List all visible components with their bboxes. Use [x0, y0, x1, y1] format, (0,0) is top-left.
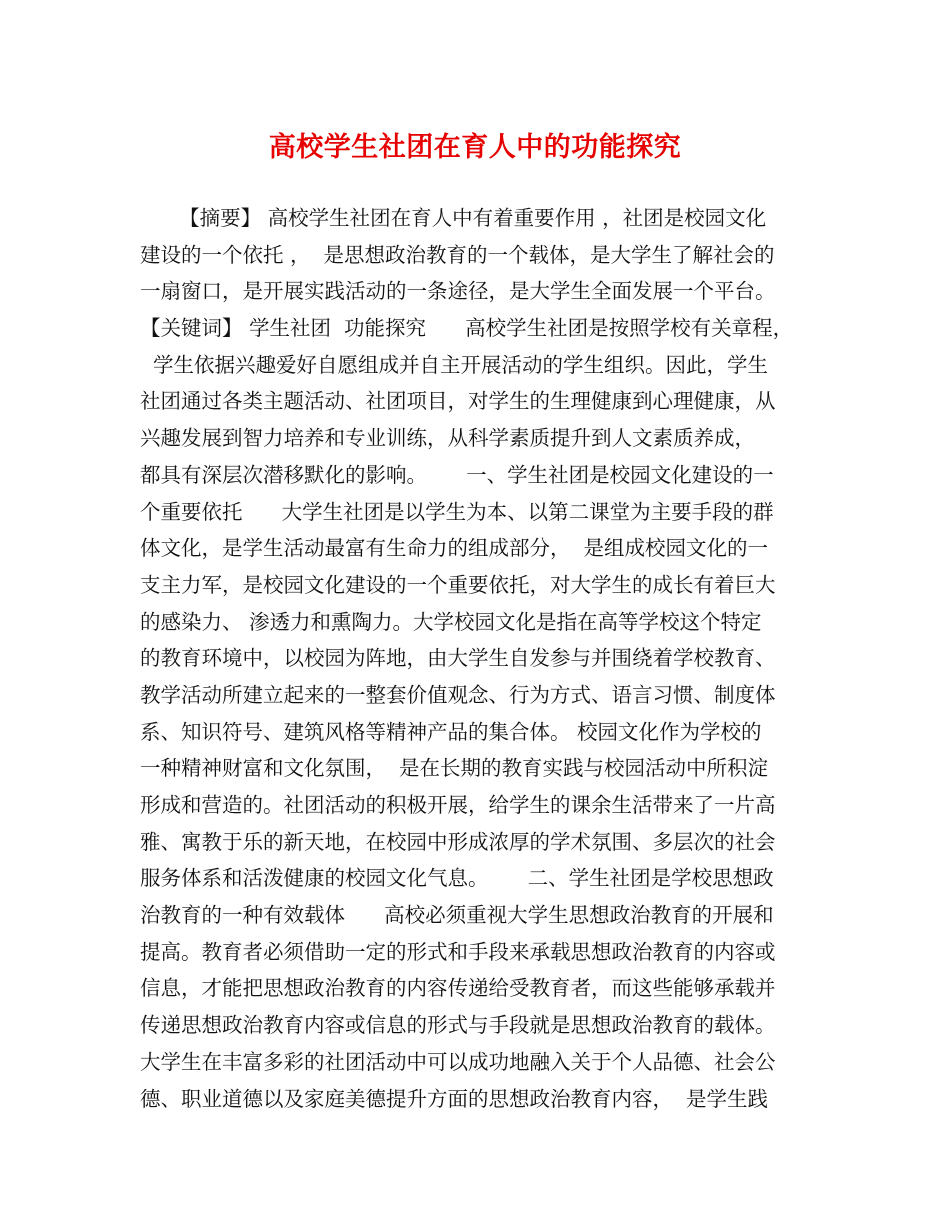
body-line: 服务体系和活泼健康的校园文化气息。 二、学生社团是学校思想政 [140, 866, 774, 891]
body-line: 德、职业道德以及家庭美德提升方面的思想政治教育内容， 是学生践 [140, 1086, 769, 1111]
body-line: 传递思想政治教育内容或信息的形式与手段就是思想政治教育的载体。 [140, 1013, 776, 1038]
body-line: 体文化，是学生活动最富有生命力的组成部分， 是组成校园文化的一 [140, 536, 769, 561]
body-line: 个重要依托 大学生社团是以学生为本、以第二课堂为主要手段的群 [140, 499, 774, 524]
body-line: 治教育的一种有效载体 高校必须重视大学生思想政治教育的开展和 [140, 903, 774, 928]
body-line: 系、知识符号、建筑风格等精神产品的集合体。 校园文化作为学校的 [140, 719, 762, 744]
document-title: 高校学生社团在育人中的功能探究 [268, 132, 682, 163]
body-line: 支主力军，是校园文化建设的一个重要依托，对大学生的成长有着巨大 [140, 572, 776, 597]
body-line: 的感染力、 渗透力和熏陶力。大学校园文化是指在高等学校这个特定 [140, 609, 762, 634]
body-line: 都具有深层次潜移默化的影响。 一、学生社团是校园文化建设的一 [140, 462, 774, 487]
body-line: 信息，才能把思想政治教育的内容传递给受教育者，而这些能够承载并 [140, 976, 776, 1001]
body-line: 兴趣发展到智力培养和专业训练，从科学素质提升到人文素质养成， [140, 426, 755, 451]
body-line: 建设的一个依托 ， 是思想政治教育的一个载体，是大学生了解社会的 [140, 242, 775, 267]
body-line: 的教育环境中，以校园为阵地，由大学生自发参与并围绕着学校教育、 [140, 646, 776, 671]
body-line: 【摘要】 高校学生社团在育人中有着重要作用 ，社团是校园文化 [140, 206, 767, 230]
document-body [140, 200, 812, 1117]
body-line: 一种精神财富和文化氛围， 是在长期的教育实践与校园活动中所积淀 [140, 756, 769, 781]
body-line: 教学活动所建立起来的一整套价值观念、行为方式、语言习惯、制度体 [140, 682, 776, 707]
body-line: 大学生在丰富多彩的社团活动中可以成功地融入关于个人品德、社会公 [140, 1049, 776, 1074]
body-line: 雅、寓教于乐的新天地，在校园中形成浓厚的学术氛围、多层次的社会 [140, 829, 776, 854]
body-line: 提高。教育者必须借助一定的形式和手段来承载思想政治教育的内容或 [140, 939, 776, 964]
body-line: 一扇窗口，是开展实践活动的一条途径，是大学生全面发展一个平台。 [140, 279, 776, 304]
body-line: 学生依据兴趣爱好自愿组成并自主开展活动的学生组织。因此，学生 [140, 352, 769, 377]
body-line: 社团通过各类主题活动、社团项目，对学生的生理健康到心理健康，从 [140, 389, 776, 414]
body-line: 形成和营造的。社团活动的积极开展，给学生的课余生活带来了一片高 [140, 793, 776, 817]
body-line: 【关键词】 学生社团 功能探究 高校学生社团是按照学校有关章程， [140, 316, 794, 341]
